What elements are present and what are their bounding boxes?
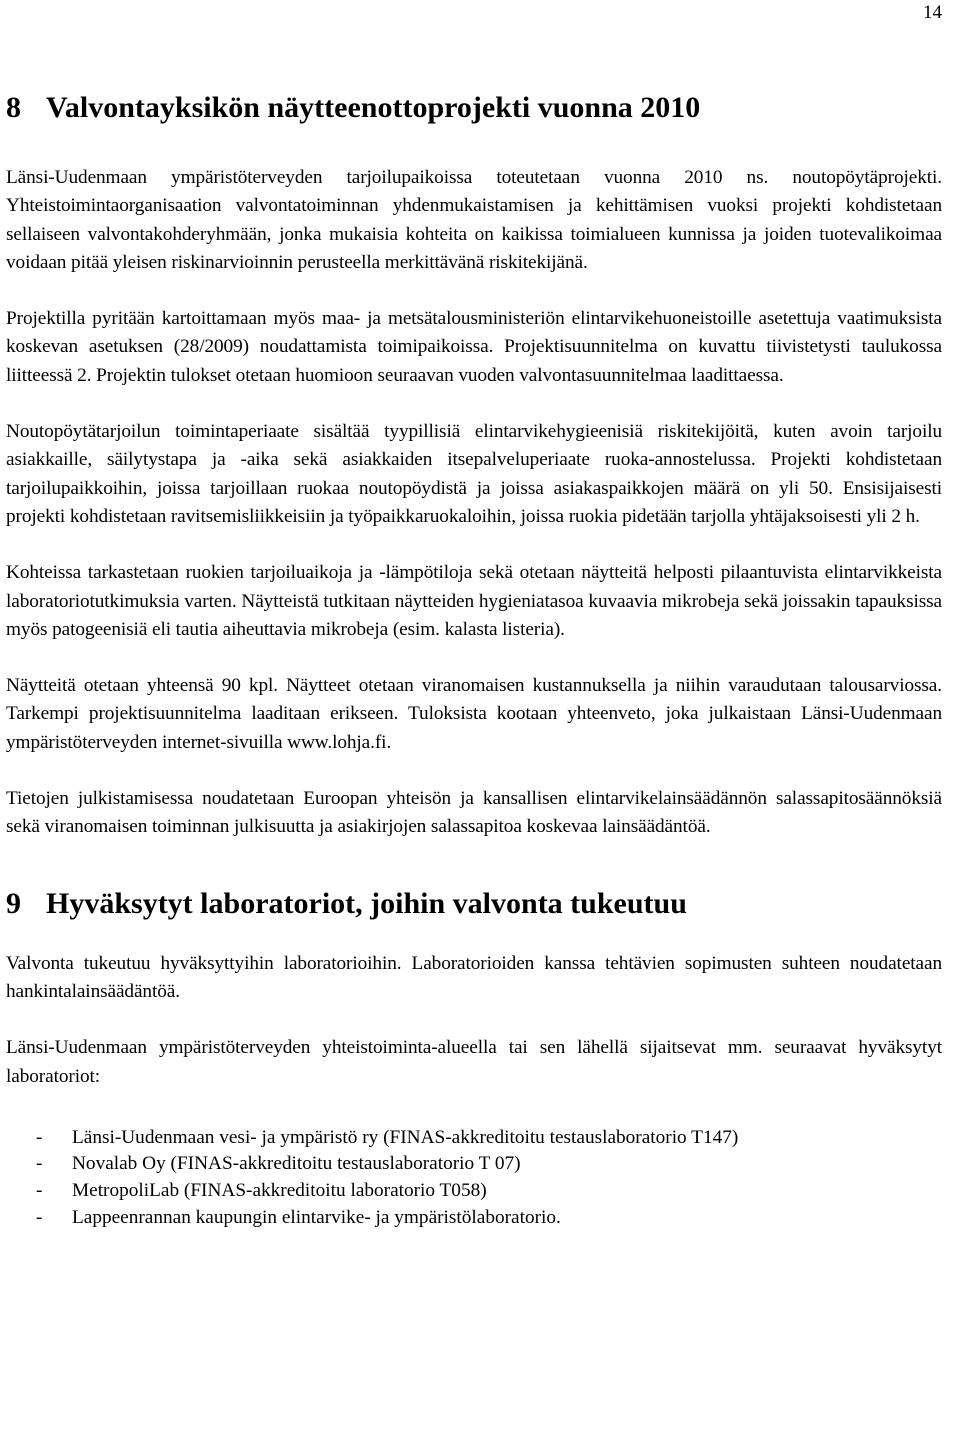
section-number: 8 (6, 91, 21, 124)
section-8 (6, 88, 942, 842)
paragraph: Projektilla pyritään kartoittamaan myös maa- ja metsätalousministeriön elintarvikehuoneistoille asetettuja vaatimuksista koskevan asetuksen (28/2009) noudattamista toimipaikoissa. Projektisuunnitelma on kuvattu tiivistetysti taulukossa liitteessä 2. Projektin tulokset otetaan huomioon seuraavan vuoden valvontasuunnitelmaa laadittaessa. (6, 308, 942, 386)
paragraph: Länsi-Uudenmaan ympäristöterveyden yhteistoiminta-alueella tai sen lähellä sijaitsevat mm. seuraavat hyväksytyt laboratoriot: (6, 1037, 942, 1087)
paragraph: Valvonta tukeutuu hyväksyttyihin laboratorioihin. Laboratorioiden kanssa tehtävien sopimusten suhteen noudatetaan hankintalainsäädäntöä. (6, 952, 942, 1002)
paragraph: Noutopöytätarjoilun toimintaperiaate sisältää tyypillisiä elintarvikehygieenisiä riskitekijöitä, kuten avoin tarjoilu asiakkaille, säilytystapa ja -aika sekä asiakkaiden itsepalveluperiaate ruoka-annostelussa. Projekti kohdistetaan tarjoilupaikkoihin, joissa tarjoillaan ruokaa noutopöydistä ja joissa asiakaspaikkojen määrä on yli 50. Ensisijaisesti projekti kohdistetaan ravitsemisliikkeisiin ja työpaikkaruokaloihin, joissa ruokia pidetään tarjolla yhtäjaksoisesti yli 2 h. (6, 421, 942, 527)
paragraph: Tietojen julkistamisessa noudatetaan Euroopan yhteisön ja kansallisen elintarvikelainsäädännön salassapitosäännöksiä sekä viranomaisen toiminnan julkisuutta ja asiakirjojen salassapitoa koskevaa lainsäädäntöä. (6, 788, 942, 838)
section-number: 9 (6, 886, 21, 920)
list-marker: - (36, 1206, 43, 1228)
list-item (6, 1205, 942, 1232)
list-item-text: Novalab Oy (FINAS-akkreditoitu testauslaboratorio T 07) (72, 1153, 521, 1175)
section-title: Valvontayksikön näytteenottoprojekti vuonna 2010 (46, 91, 701, 124)
list-item-text: Länsi-Uudenmaan vesi- ja ympäristö ry (FINAS-akkreditoitu testauslaboratorio T147) (72, 1126, 739, 1148)
list-item (6, 1151, 942, 1178)
list-marker: - (36, 1126, 43, 1148)
laboratory-list (6, 1125, 942, 1231)
section-heading (6, 884, 942, 924)
list-marker: - (36, 1180, 43, 1202)
list-item-text: Lappeenrannan kaupungin elintarvike- ja ympäristölaboratorio. (72, 1206, 561, 1228)
list-item-text: MetropoliLab (FINAS-akkreditoitu laboratorio T058) (72, 1180, 487, 1202)
list-item (6, 1125, 942, 1152)
list-item (6, 1178, 942, 1205)
document-body (6, 88, 942, 1231)
page-number: 14 (923, 2, 942, 23)
paragraph: Näytteitä otetaan yhteensä 90 kpl. Näytteet otetaan viranomaisen kustannuksella ja niihin varaudutaan talousarviossa. Tarkempi projektisuunnitelma laaditaan erikseen. Tuloksista kootaan yhteenveto, joka julkaistaan Länsi-Uudenmaan ympäristöterveyden internet-sivuilla www.lohja.fi. (6, 675, 942, 753)
paragraph: Länsi-Uudenmaan ympäristöterveyden tarjoilupaikoissa toteutetaan vuonna 2010 ns. noutopöytäprojekti. Yhteistoimintaorganisaation valvontatoiminnan yhdenmukaistamisen ja kehittämisen vuoksi projekti kohdistetaan sellaiseen valvontakohderyhmään, jonka mukaisia kohteita on kaikissa toimialueen kunnissa ja joiden tuotevalikoimaa voidaan pitää yleisen riskinarvioinnin perusteella merkittävänä riskitekijänä. (6, 167, 942, 273)
section-9 (6, 884, 942, 1232)
paragraph: Kohteissa tarkastetaan ruokien tarjoiluaikoja ja -lämpötiloja sekä otetaan näytteitä helposti pilaantuvista elintarvikkeista laboratoriotutkimuksia varten. Näytteistä tutkitaan näytteiden hygieniatasoa kuvaavia mikrobeja sekä joissakin tapauksissa myös patogeenisiä eli tautia aiheuttavia mikrobeja (esim. kalasta listeria). (6, 562, 942, 640)
section-heading (6, 88, 942, 128)
section-title: Hyväksytyt laboratoriot, joihin valvonta tukeutuu (46, 886, 687, 920)
list-marker: - (36, 1153, 43, 1175)
